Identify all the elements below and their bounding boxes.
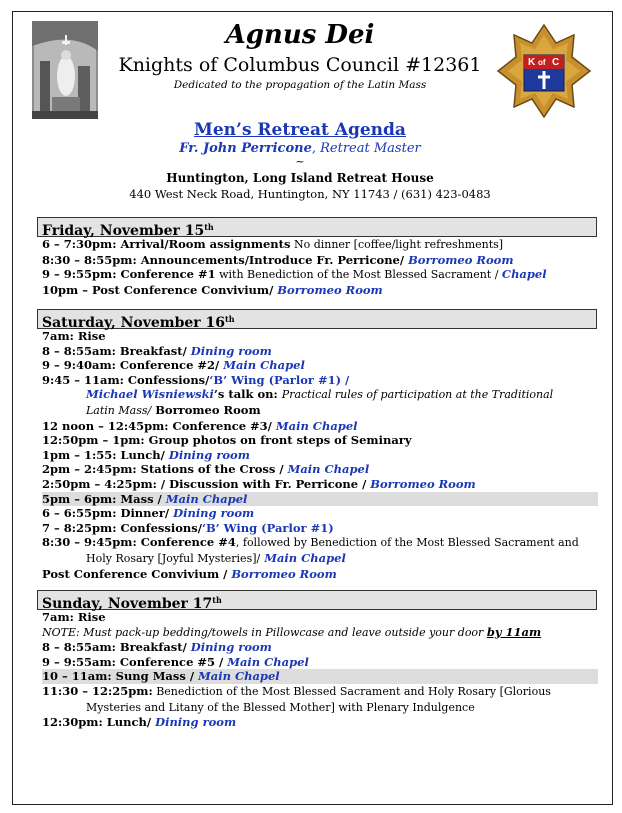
- sunday-header: Sunday, November 17th: [37, 590, 597, 610]
- schedule-row: 9 – 9:55am: Conference #5 / Main Chapel: [42, 654, 309, 669]
- schedule-row-highlighted: 5pm – 6pm: Mass / Main Chapel: [42, 492, 598, 507]
- schedule-row-continuation: Holy Rosary [Joyful Mysteries]/ Main Chapel: [86, 550, 346, 565]
- schedule-row: 6 – 7:30pm: Arrival/Room assignments No dinner [coffee/light refreshments]: [42, 237, 504, 251]
- schedule-row: 6 – 6:55pm: Dinner/ Dining room: [42, 506, 255, 521]
- page-title: Agnus Dei: [225, 20, 375, 50]
- schedule-row: 12:30pm: Lunch/ Dining room: [42, 715, 237, 730]
- retreat-house-address: 440 West Neck Road, Huntington, NY 11743 / (631) 423-0483: [129, 187, 491, 201]
- dedication-line: Dedicated to the propagation of the Latin Mass: [173, 79, 427, 91]
- emblem-letter-of: of: [538, 58, 546, 67]
- schedule-row: 10pm – Post Conference Convivium/ Borromeo Room: [42, 282, 383, 297]
- schedule-row: Post Conference Convivium / Borromeo Room: [42, 566, 337, 581]
- schedule-row: 1pm – 1:55: Lunch/ Dining room: [42, 447, 250, 462]
- friday-schedule: [42, 237, 598, 297]
- schedule-row-continuation: Mysteries and Litany of the Blessed Mother] with Plenary Indulgence: [86, 700, 475, 714]
- emblem-letter-k: K: [528, 57, 536, 68]
- schedule-row: 9:45 – 11am: Confessions/‘B’ Wing (Parlor #1) /: [42, 372, 350, 387]
- schedule-row: 12 noon – 12:45pm: Conference #3/ Main Chapel: [42, 418, 358, 433]
- schedule-row: 8 – 8:55am: Breakfast/ Dining room: [42, 343, 272, 358]
- religious-painting-image: [32, 21, 98, 119]
- schedule-row: 2:50pm – 4:25pm: / Discussion with Fr. Perricone / Borromeo Room: [42, 476, 476, 491]
- retreat-master-name: Fr. John Perricone: [179, 141, 312, 156]
- schedule-row: 8:30 – 9:45pm: Conference #4, followed by Benediction of the Most Blessed Sacrament and: [42, 535, 579, 550]
- schedule-row-continuation: Michael Wisniewski’s talk on: Practical rules of participation at the Traditional: [86, 387, 554, 402]
- schedule-row: 7am: Rise: [42, 329, 106, 343]
- saturday-header: Saturday, November 16th: [37, 309, 597, 329]
- schedule-row-highlighted: 10 – 11am: Sung Mass / Main Chapel: [42, 669, 598, 684]
- retreat-house-name: Huntington, Long Island Retreat House: [166, 171, 434, 185]
- schedule-row-continuation: Latin Mass/ Borromeo Room: [86, 402, 261, 417]
- schedule-row: 8 – 8:55am: Breakfast/ Dining room: [42, 640, 272, 655]
- schedule-row: 7 – 8:25pm: Confessions/‘B’ Wing (Parlor #1): [42, 520, 334, 535]
- retreat-master-role: , Retreat Master: [311, 141, 421, 156]
- schedule-row: 9 – 9:40am: Conference #2/ Main Chapel: [42, 358, 305, 373]
- knights-of-columbus-emblem: [496, 23, 592, 119]
- council-subtitle: Knights of Columbus Council #12361: [118, 54, 482, 76]
- schedule-row: 7am: Rise: [42, 610, 106, 624]
- schedule-row: 11:30 – 12:25pm: Benediction of the Most Blessed Sacrament and Holy Rosary [Glorious: [42, 683, 551, 698]
- agenda-title: Men’s Retreat Agenda: [194, 120, 406, 140]
- schedule-row-note: NOTE: Must pack-up bedding/towels in Pillowcase and leave outside your door by 11am: [42, 624, 542, 639]
- friday-header: Friday, November 15th: [37, 217, 597, 237]
- schedule-row: 9 – 9:55pm: Conference #1 with Benediction of the Most Blessed Sacrament / Chapel: [42, 267, 547, 282]
- schedule-row: 2pm – 2:45pm: Stations of the Cross / Main Chapel: [42, 462, 370, 477]
- schedule-row: 8:30 – 8:55pm: Announcements/Introduce Fr. Perricone/ Borromeo Room: [42, 252, 514, 267]
- emblem-letter-c: C: [552, 57, 560, 68]
- tilde-separator: ~: [295, 155, 305, 168]
- sunday-schedule: [42, 610, 598, 730]
- saturday-schedule: [42, 329, 598, 581]
- schedule-row: 12:50pm – 1pm: Group photos on front steps of Seminary: [42, 433, 412, 448]
- retreat-master-line: [110, 141, 490, 156]
